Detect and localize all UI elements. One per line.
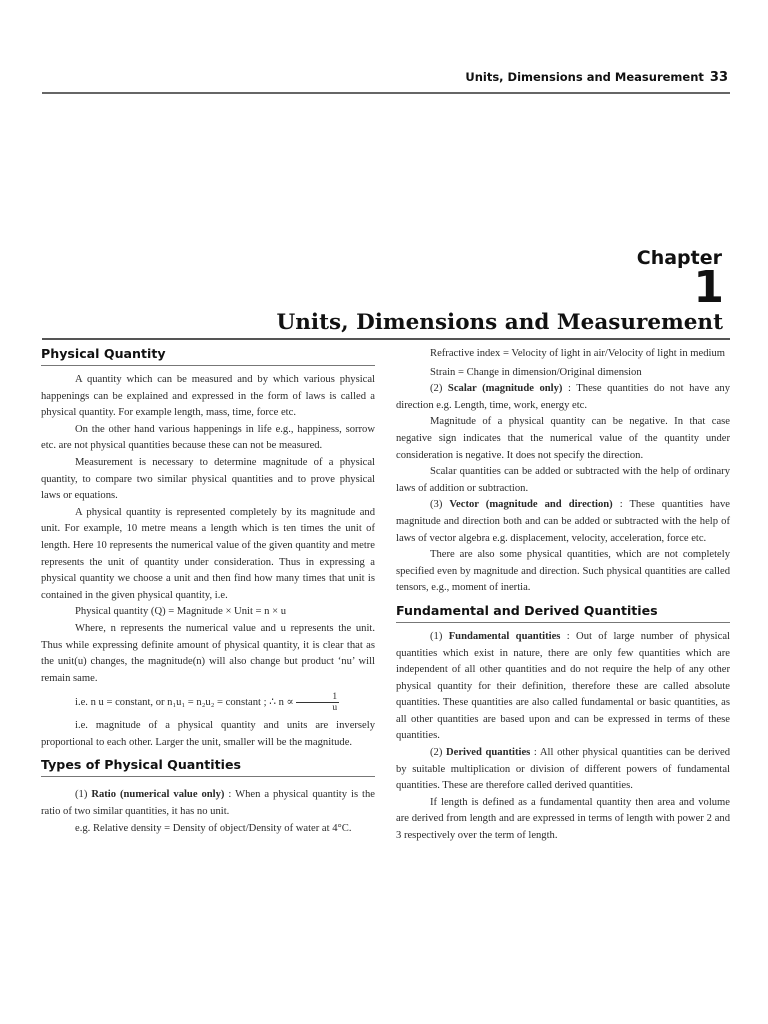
paragraph: e.g. Relative density = Density of object/Density of water at 4°C. xyxy=(75,822,352,834)
paragraph: A physical quantity is represented completely by its magnitude and unit. For example, 10 metre means a length which is ten times the unit of length. Here 10 represents the numerical value of the given quantity and metre represents the unit of quantity under consideration. Thus in expressing a physical quantity we choose a unit and then find how many times that unit is contained in the given physical quantity, i.e. xyxy=(41,506,375,601)
page-number: 33 xyxy=(709,70,728,85)
paragraph-fundamental xyxy=(396,629,730,745)
equation-text: i.e. n u = constant, or n₁u₁ = n₂u₂ = constant ; ∴ n ∝ xyxy=(75,697,294,709)
paragraph: If length is defined as a fundamental quantity then area and volume are derived from length and are expressed in terms of length with power 2 and 3 respectively over the term of length. xyxy=(396,796,730,842)
equation-physical-quantity: Physical quantity (Q) = Magnitude × Unit = n × u xyxy=(75,606,287,618)
item-number: (1) xyxy=(430,630,449,642)
running-header-title: Units, Dimensions and Measurement xyxy=(465,70,704,84)
item-number: (2) xyxy=(430,383,448,395)
item-number: (3) xyxy=(430,499,450,511)
paragraph-derived xyxy=(396,745,730,795)
fraction-denominator: u xyxy=(332,703,338,714)
derived-text: : All other physical quantities can be derived by suitable multiplication or division of different powers of fundamental quantities. These are therefore called derived quantities. xyxy=(396,747,730,792)
paragraph: Where, n represents the numerical value and u represents the unit. Thus while expressing definite amount of physical quantity, it is clear that as the unit(u) changes, the magnitude(n) will also change but product ‘nu’ will remain same. xyxy=(41,622,375,684)
title-divider xyxy=(42,338,730,340)
paragraph: On the other hand various happenings in life e.g., happiness, sorrow etc. are not physical quantities because these can not be measured. xyxy=(41,423,375,452)
left-column xyxy=(41,346,375,837)
term-fundamental: Fundamental quantities xyxy=(448,630,561,642)
paragraph-vector xyxy=(396,497,730,547)
paragraph-ratio xyxy=(41,787,375,820)
term-derived: Derived quantities xyxy=(446,747,531,759)
paragraph: Scalar quantities can be added or subtracted with the help of ordinary laws of addition or subtraction. xyxy=(396,466,730,494)
header-divider xyxy=(42,92,730,94)
running-header xyxy=(42,70,728,85)
chapter-number: 1 xyxy=(693,262,724,313)
term-ratio: Ratio (numerical value only) xyxy=(91,789,225,801)
section-heading-physical-quantity: Physical Quantity xyxy=(41,346,375,366)
paragraph: Strain = Change in dimension/Original dimension xyxy=(430,366,642,378)
paragraph: A quantity which can be measured and by which various physical happenings can be explained and expressed in the form of laws is called a physical quantity. For example length, mass, time, force etc. xyxy=(41,374,375,419)
scalar-text: : These quantities do not have any direction e.g. Length, time, work, energy etc. xyxy=(396,383,730,411)
fraction xyxy=(296,692,339,713)
fundamental-text: : Out of large number of physical quantities which exist in nature, there are only few quantities which are independent of all other quantities and do not require the help of any other physical quantity for their definition, therefore these are called absolute quantities. These quantities are also called fundamental or basic quantities, as all other quantities are based upon and can be expressed in terms of these quantities. xyxy=(396,630,730,742)
paragraph: There are also some physical quantities, which are not completely specified even by magnitude and direction. Such physical quantities are called tensors, e.g., moment of inertia. xyxy=(396,549,730,594)
term-vector: Vector (magnitude and direction) xyxy=(449,499,613,511)
paragraph: Measurement is necessary to determine magnitude of a physical quantity, to compare two similar physical quantities and to prove physical laws or equations. xyxy=(41,456,375,502)
section-heading-fundamental-derived: Fundamental and Derived Quantities xyxy=(396,603,730,623)
ratio-text: : When a physical quantity is the ratio of two similar quantities, it has no unit. xyxy=(41,789,375,818)
chapter-title: Units, Dimensions and Measurement xyxy=(276,310,723,335)
term-scalar: Scalar (magnitude only) xyxy=(447,383,563,395)
equation-inverse-proportion xyxy=(41,692,375,713)
paragraph-scalar xyxy=(396,381,730,414)
section-heading-types: Types of Physical Quantities xyxy=(41,757,375,777)
right-column xyxy=(396,346,730,845)
paragraph: i.e. magnitude of a physical quantity and units are inversely proportional to each other. Larger the unit, smaller will be the magnitude. xyxy=(41,720,375,748)
item-number: (1) xyxy=(75,789,92,801)
chapter-label: Chapter xyxy=(636,247,722,269)
paragraph: Refractive index = Velocity of light in air/Velocity of light in medium xyxy=(430,348,725,359)
fraction-numerator: 1 xyxy=(296,692,339,703)
item-number: (2) xyxy=(430,747,446,759)
vector-text: : These quantities have magnitude and direction both and can be added or subtracted with the help of laws of vector algebra e.g. displacement, velocity, acceleration, force etc. xyxy=(396,499,730,544)
paragraph: Magnitude of a physical quantity can be negative. In that case negative sign indicates that the numerical value of the quantity under consideration is negative. It does not specify the direction. xyxy=(396,416,730,461)
